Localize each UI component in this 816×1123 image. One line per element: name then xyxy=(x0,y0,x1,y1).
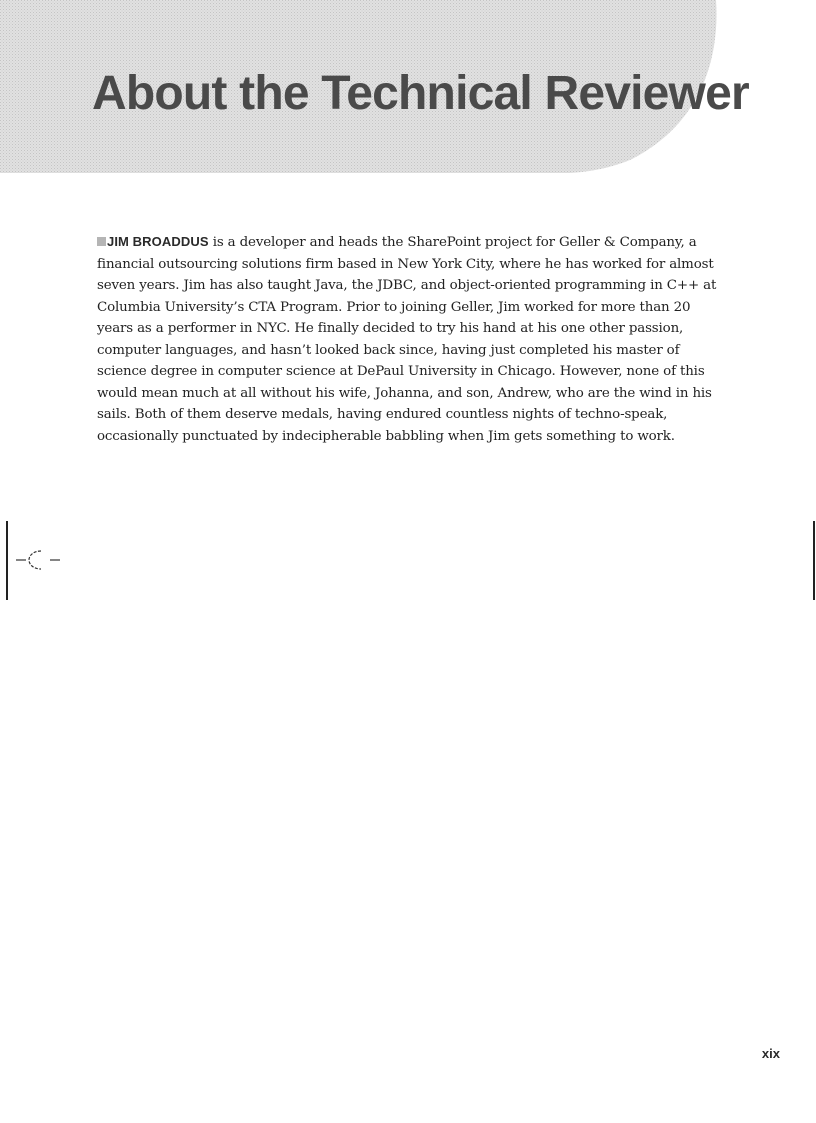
margin-line-right xyxy=(813,521,815,600)
bio-marker-icon xyxy=(97,237,106,246)
chapter-title: About the Technical Reviewer xyxy=(92,67,749,120)
page-number: xix xyxy=(761,1046,780,1061)
bio-text: is a developer and heads the SharePoint project for Geller & Company, a financial outsourcing solutions firm based in New York City, where he has worked for almost seven years. Jim has also taught Java, the JDBC, and object-oriented programming in C++ at Columbia University’s CTA Program. Prior to joining Geller, Jim worked for more than 20 years as a performer in NYC. He finally decided to try his hand at his one other passion, computer languages, and hasn’t looked back since, having just completed his master of science degree in computer science at DePaul University in Chicago. However, none of this would mean much at all without his wife, Johanna, and son, Andrew, who are the wind in his sails. Both of them deserve medals, having endured countless nights of techno-speak, occasionally punctuated by indecipherable babbling when Jim gets something to work. xyxy=(97,235,717,444)
registration-mark-icon xyxy=(14,546,64,576)
bio-paragraph xyxy=(97,231,717,447)
reviewer-name: JIM BROADDUS xyxy=(107,234,209,249)
margin-line-left xyxy=(6,521,8,600)
